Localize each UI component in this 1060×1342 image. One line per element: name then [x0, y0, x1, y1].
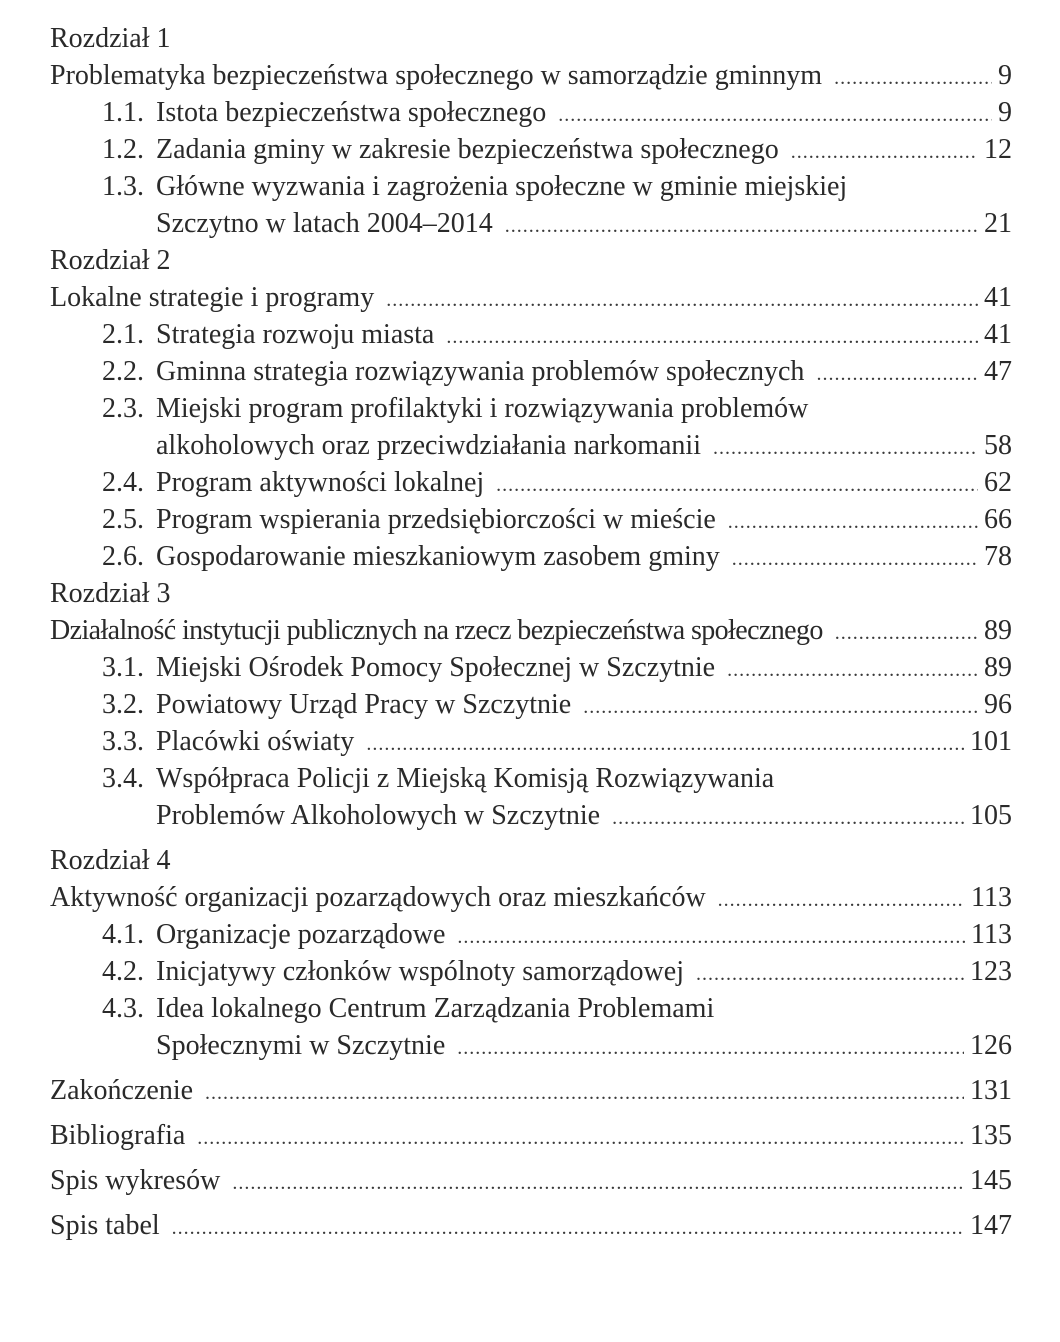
- section-entry: [50, 353, 1012, 390]
- dot-leader: [835, 615, 978, 652]
- section-title: Istota bezpieczeństwa społecznego: [156, 97, 547, 128]
- dot-leader: [713, 430, 978, 467]
- page-number: 66: [984, 504, 1012, 535]
- section-number: 3.4.: [102, 763, 144, 794]
- section-number: 1.1.: [102, 97, 144, 128]
- page-number: 145: [970, 1165, 1012, 1196]
- section-title: Placówki oświaty: [156, 726, 355, 757]
- section-title: Miejski program profilaktyki i rozwiązywania problemów: [156, 393, 809, 424]
- chapter-label: Rozdział 4: [50, 845, 171, 876]
- section-title-continuation: Szczytno w latach 2004–2014: [156, 208, 493, 239]
- section-entry: [50, 390, 1012, 427]
- section-entry: [50, 953, 1012, 990]
- section-title: Idea lokalnego Centrum Zarządzania Problemami: [156, 993, 715, 1024]
- section-entry: [50, 131, 1012, 168]
- page-number: 89: [984, 652, 1012, 683]
- closing-title: Zakończenie: [50, 1075, 194, 1106]
- section-number: 3.3.: [102, 726, 144, 757]
- page-number: 58: [984, 430, 1012, 461]
- section-entry: [50, 94, 1012, 131]
- section-number: 2.6.: [102, 541, 144, 572]
- page-number: 135: [970, 1120, 1012, 1151]
- page-number: 41: [984, 282, 1012, 313]
- dot-leader: [232, 1165, 964, 1202]
- dot-leader: [457, 919, 965, 956]
- closing-entry: [50, 1117, 1012, 1154]
- page-number: 78: [984, 541, 1012, 572]
- page-number: 9: [998, 60, 1012, 91]
- table-of-contents: [50, 20, 1012, 1244]
- closing-entry: [50, 1162, 1012, 1199]
- dot-leader: [505, 208, 978, 245]
- page-number: 147: [970, 1210, 1012, 1241]
- section-number: 3.2.: [102, 689, 144, 720]
- page-number: 105: [970, 800, 1012, 831]
- section-entry-continuation: [50, 797, 1012, 834]
- section-title: Program wspierania przedsiębiorczości w mieście: [156, 504, 716, 535]
- dot-leader: [496, 467, 978, 504]
- closing-entry: [50, 1072, 1012, 1109]
- dot-leader: [696, 956, 964, 993]
- section-number: 2.2.: [102, 356, 144, 387]
- section-title: Organizacje pozarządowe: [156, 919, 446, 950]
- dot-leader: [457, 1030, 964, 1067]
- section-title-continuation: alkoholowych oraz przeciwdziałania narkomanii: [156, 430, 701, 461]
- page-number: 41: [984, 319, 1012, 350]
- dot-leader: [728, 504, 978, 541]
- page-number: 47: [984, 356, 1012, 387]
- closing-title: Bibliografia: [50, 1120, 186, 1151]
- section-entry: [50, 464, 1012, 501]
- page-number: 62: [984, 467, 1012, 498]
- section-entry: [50, 760, 1012, 797]
- section-number: 2.3.: [102, 393, 144, 424]
- page-number: 101: [970, 726, 1012, 757]
- section-number: 4.1.: [102, 919, 144, 950]
- dot-leader: [197, 1120, 964, 1157]
- section-number: 2.4.: [102, 467, 144, 498]
- chapter-title: Działalność instytucji publicznych na rzecz bezpieczeństwa społecznego: [50, 615, 823, 646]
- closing-title: Spis tabel: [50, 1210, 160, 1241]
- chapter-title: Aktywność organizacji pozarządowych oraz mieszkańców: [50, 882, 706, 913]
- section-entry: [50, 916, 1012, 953]
- dot-leader: [834, 60, 992, 97]
- section-title: Gminna strategia rozwiązywania problemów społecznych: [156, 356, 805, 387]
- chapter-label: Rozdział 3: [50, 578, 171, 609]
- closing-entry: [50, 1207, 1012, 1244]
- page-number: 113: [971, 882, 1012, 913]
- dot-leader: [583, 689, 978, 726]
- section-entry: [50, 538, 1012, 575]
- dot-leader: [791, 134, 978, 171]
- section-number: 3.1.: [102, 652, 144, 683]
- page-number: 12: [984, 134, 1012, 165]
- section-number: 1.2.: [102, 134, 144, 165]
- page-number: 9: [998, 97, 1012, 128]
- section-entry: [50, 501, 1012, 538]
- section-title: Strategia rozwoju miasta: [156, 319, 435, 350]
- page-number: 131: [970, 1075, 1012, 1106]
- chapter-title: Problematyka bezpieczeństwa społecznego w samorządzie gminnym: [50, 60, 823, 91]
- section-entry: [50, 168, 1012, 205]
- section-entry-continuation: [50, 1027, 1012, 1064]
- section-number: 4.2.: [102, 956, 144, 987]
- section-title-continuation: Społecznymi w Szczytnie: [156, 1030, 446, 1061]
- dot-leader: [612, 800, 964, 837]
- chapter-entry: [50, 612, 1012, 649]
- dot-leader: [732, 541, 978, 578]
- dot-leader: [446, 319, 978, 356]
- section-title-continuation: Problemów Alkoholowych w Szczytnie: [156, 800, 601, 831]
- section-title: Program aktywności lokalnej: [156, 467, 485, 498]
- dot-leader: [816, 356, 978, 393]
- chapter-entry: [50, 279, 1012, 316]
- section-number: 2.5.: [102, 504, 144, 535]
- dot-leader: [718, 882, 965, 919]
- section-number: 2.1.: [102, 319, 144, 350]
- dot-leader: [727, 652, 978, 689]
- chapter-title: Lokalne strategie i programy: [50, 282, 375, 313]
- closing-title: Spis wykresów: [50, 1165, 221, 1196]
- section-title: Współpraca Policji z Miejską Komisją Rozwiązywania: [156, 763, 775, 794]
- section-title: Powiatowy Urząd Pracy w Szczytnie: [156, 689, 572, 720]
- chapter-label: Rozdział 2: [50, 245, 171, 276]
- dot-leader: [386, 282, 978, 319]
- chapter-label: Rozdział 1: [50, 23, 171, 54]
- section-title: Gospodarowanie mieszkaniowym zasobem gminy: [156, 541, 720, 572]
- section-title: Zadania gminy w zakresie bezpieczeństwa społecznego: [156, 134, 779, 165]
- chapter-entry: [50, 879, 1012, 916]
- section-entry: [50, 316, 1012, 353]
- section-title: Miejski Ośrodek Pomocy Społecznej w Szczytnie: [156, 652, 716, 683]
- page-number: 89: [984, 615, 1012, 646]
- page-number: 123: [970, 956, 1012, 987]
- page-number: 21: [984, 208, 1012, 239]
- section-entry-continuation: [50, 205, 1012, 242]
- dot-leader: [205, 1075, 964, 1112]
- dot-leader: [558, 97, 992, 134]
- section-entry: [50, 723, 1012, 760]
- page-number: 96: [984, 689, 1012, 720]
- dot-leader: [172, 1210, 964, 1247]
- section-title: Główne wyzwania i zagrożenia społeczne w gminie miejskiej: [156, 171, 848, 202]
- page-number: 126: [970, 1030, 1012, 1061]
- section-number: 1.3.: [102, 171, 144, 202]
- dot-leader: [366, 726, 964, 763]
- section-number: 4.3.: [102, 993, 144, 1024]
- section-title: Inicjatywy członków wspólnoty samorządowej: [156, 956, 684, 987]
- section-entry: [50, 686, 1012, 723]
- page-number: 113: [971, 919, 1012, 950]
- section-entry-continuation: [50, 427, 1012, 464]
- chapter-entry: [50, 57, 1012, 94]
- section-entry: [50, 990, 1012, 1027]
- section-entry: [50, 649, 1012, 686]
